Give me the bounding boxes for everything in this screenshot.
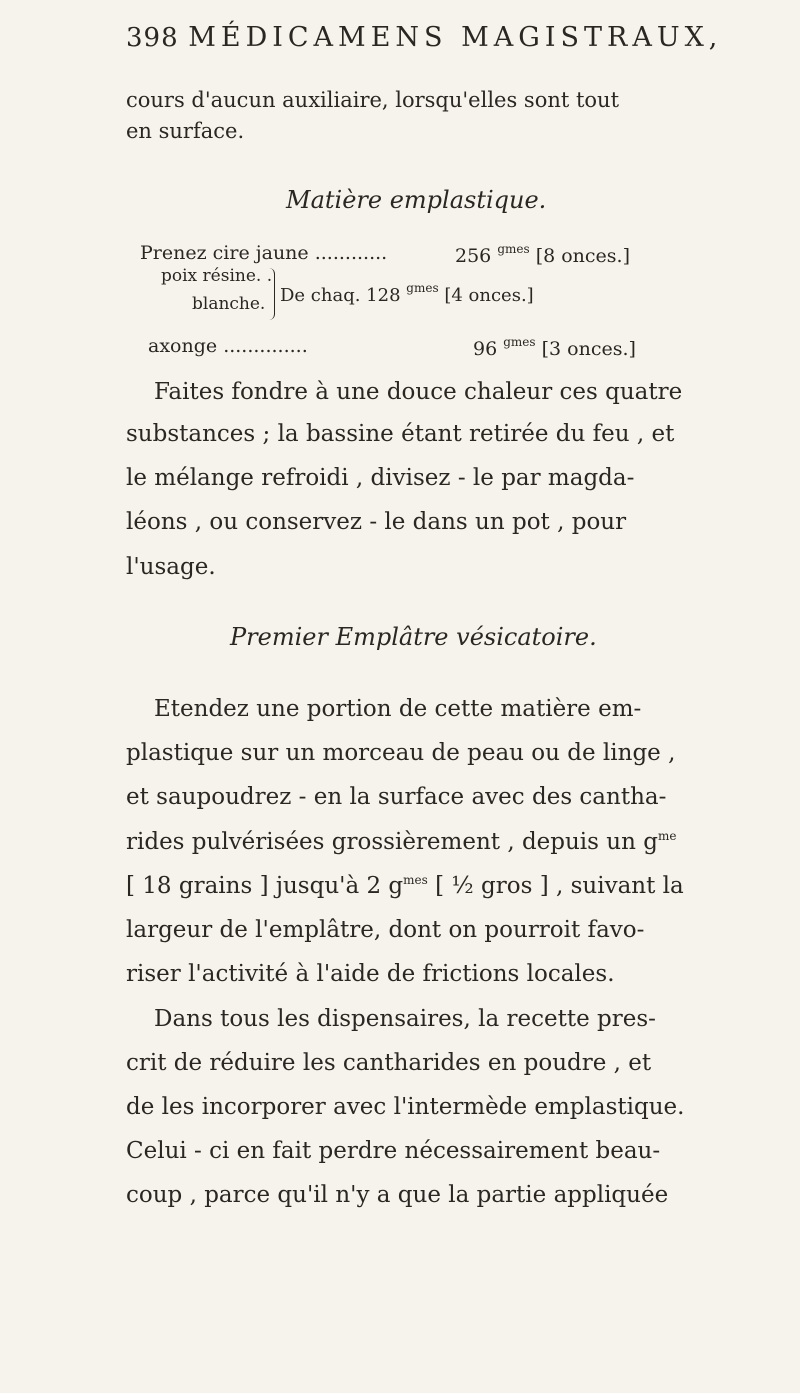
text-line: léons , ou conservez - le dans un pot , pour: [126, 509, 627, 535]
running-header: [126, 22, 722, 53]
ingredient-label: blanche.: [192, 294, 266, 314]
text-line: coup , parce qu'il n'y a que la partie appliquée: [126, 1182, 669, 1208]
text-line: plastique sur un morceau de peau ou de linge ,: [126, 740, 676, 766]
brace: [266, 268, 275, 320]
leader-dots: ............: [314, 242, 388, 264]
recipe-row: [148, 335, 308, 357]
section-heading: Matière emplastique.: [286, 186, 547, 214]
recipe-quantity: 256 $^{gmes}$ [8 onces.]: [455, 242, 630, 267]
text-line: Dans tous les dispensaires, la recette pres-: [154, 1006, 656, 1032]
text-line: de les incorporer avec l'intermède emplastique.: [126, 1094, 685, 1120]
recipe-row: [140, 242, 387, 264]
text-line: substances ; la bassine étant retirée du feu , et: [126, 421, 675, 447]
text-line: l'usage.: [126, 554, 216, 580]
text-line: Etendez une portion de cette matière em-: [154, 696, 642, 722]
recipe-quantity: 96 $^{gmes}$ [3 onces.]: [473, 335, 636, 360]
text-line: Celui - ci en fait perdre nécessairement beau-: [126, 1138, 661, 1164]
ingredient-label: poix résine. .: [161, 266, 273, 286]
running-title: MÉDICAMENS MAGISTRAUX,: [188, 22, 723, 53]
ingredient-label: Prenez cire jaune: [140, 242, 309, 264]
section-heading: Premier Emplâtre vésicatoire.: [230, 623, 597, 651]
ingredient-label: axonge: [148, 335, 218, 357]
recipe-quantity: De chaq. 128 $^{gmes}$ [4 onces.]: [280, 281, 534, 306]
text-line: riser l'activité à l'aide de frictions locales.: [126, 961, 615, 987]
text-line: largeur de l'emplâtre, dont on pourroit favo-: [126, 917, 645, 943]
text-line: le mélange refroidi , divisez - le par magda-: [126, 465, 635, 491]
text-line: [ 18 grains ] jusqu'à 2 $g^{mes}$ [ ½ gros ] , suivant la: [126, 873, 684, 899]
page-number: 398: [126, 23, 179, 53]
text-line: crit de réduire les cantharides en poudre , et: [126, 1050, 652, 1076]
text-line: et saupoudrez - en la surface avec des cantha-: [126, 784, 667, 810]
text-line: en surface.: [126, 119, 245, 143]
text-line: cours d'aucun auxiliaire, lorsqu'elles sont tout: [126, 88, 620, 112]
text-line: rides pulvérisées grossièrement , depuis un $g^{me}$: [126, 829, 677, 855]
leader-dots: ..............: [223, 335, 308, 357]
text-line: Faites fondre à une douce chaleur ces quatre: [154, 379, 683, 405]
